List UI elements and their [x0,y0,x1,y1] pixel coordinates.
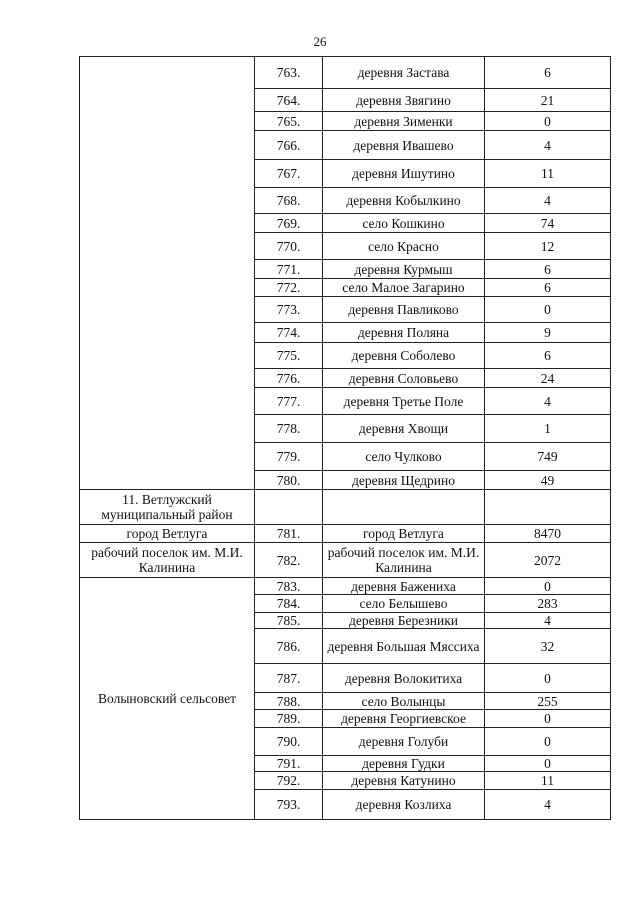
settlement-name: деревня Соловьево [323,369,485,388]
group-cell [80,57,255,490]
row-number: 784. [255,595,323,613]
empty-cell [485,490,611,525]
row-number: 782. [255,543,323,578]
row-number: 786. [255,629,323,664]
row-number: 787. [255,664,323,693]
population-value: 49 [485,471,611,490]
row-number: 774. [255,323,323,343]
row-number: 777. [255,388,323,415]
row-number: 789. [255,710,323,728]
population-value: 4 [485,188,611,214]
row-number: 772. [255,279,323,297]
population-value: 11 [485,772,611,790]
settlement-name: деревня Соболево [323,343,485,369]
settlement-name: деревня Поляна [323,323,485,343]
table-row [80,578,611,595]
page-number: 26 [313,34,327,49]
row-number: 763. [255,57,323,89]
population-value: 0 [485,710,611,728]
row-number: 776. [255,369,323,388]
population-value: 8470 [485,525,611,543]
population-value: 4 [485,131,611,160]
settlement-name: деревня Козлиха [323,790,485,820]
settlement-name: село Чулково [323,443,485,471]
row-number: 766. [255,131,323,160]
settlement-name: деревня Хвощи [323,415,485,443]
population-value: 21 [485,89,611,112]
row-number: 770. [255,233,323,260]
region-heading: 11. Ветлужский муниципальный район [80,490,255,525]
settlement-name: деревня Кобылкино [323,188,485,214]
row-number: 773. [255,297,323,323]
population-value: 4 [485,388,611,415]
row-number: 781. [255,525,323,543]
settlement-name: село Малое Загарино [323,279,485,297]
settlement-name: деревня Звягино [323,89,485,112]
row-number: 771. [255,260,323,279]
settlement-name: деревня Курмыш [323,260,485,279]
population-value: 0 [485,728,611,756]
settlement-name: деревня Катунино [323,772,485,790]
settlement-name: деревня Волокитиха [323,664,485,693]
population-value: 0 [485,664,611,693]
settlement-table [79,56,611,820]
table-row [80,543,611,578]
empty-cell [323,490,485,525]
settlement-name: село Кошкино [323,214,485,233]
row-number: 775. [255,343,323,369]
row-number: 779. [255,443,323,471]
population-value: 6 [485,260,611,279]
settlement-name: село Волынцы [323,693,485,710]
population-value: 1 [485,415,611,443]
population-value: 6 [485,343,611,369]
population-value: 0 [485,578,611,595]
population-value: 0 [485,297,611,323]
population-value: 32 [485,629,611,664]
population-value: 0 [485,756,611,772]
row-number: 765. [255,112,323,131]
row-number: 791. [255,756,323,772]
row-number: 767. [255,160,323,188]
settlement-name: деревня Гудки [323,756,485,772]
settlement-name: рабочий поселок им. М.И. Калинина [323,543,485,578]
population-value: 11 [485,160,611,188]
population-value: 12 [485,233,611,260]
row-number: 790. [255,728,323,756]
row-number: 780. [255,471,323,490]
table-row [80,57,611,89]
row-number: 764. [255,89,323,112]
settlement-name: деревня Ишутино [323,160,485,188]
settlement-name: село Белышево [323,595,485,613]
row-number: 785. [255,613,323,629]
table-row [80,525,611,543]
population-value: 24 [485,369,611,388]
row-number: 768. [255,188,323,214]
population-value: 4 [485,790,611,820]
settlement-name: деревня Ивашево [323,131,485,160]
table-row [80,490,611,525]
settlement-name: деревня Голуби [323,728,485,756]
population-value: 749 [485,443,611,471]
population-value: 4 [485,613,611,629]
settlement-name: деревня Березники [323,613,485,629]
settlement-name: деревня Большая Мяссиха [323,629,485,664]
population-value: 0 [485,112,611,131]
row-number: 788. [255,693,323,710]
row-number: 769. [255,214,323,233]
settlement-name: деревня Зименки [323,112,485,131]
row-number: 793. [255,790,323,820]
population-value: 6 [485,279,611,297]
settlement-name: деревня Щедрино [323,471,485,490]
settlement-name: деревня Застава [323,57,485,89]
group-cell: город Ветлуга [80,525,255,543]
population-value: 9 [485,323,611,343]
group-cell: Волыновский сельсовет [80,578,255,820]
settlement-name: деревня Павликово [323,297,485,323]
population-value: 255 [485,693,611,710]
population-value: 283 [485,595,611,613]
population-value: 2072 [485,543,611,578]
population-value: 6 [485,57,611,89]
settlement-name: деревня Третье Поле [323,388,485,415]
settlement-name: деревня Георгиевское [323,710,485,728]
settlement-name: город Ветлуга [323,525,485,543]
settlement-name: деревня Бажениха [323,578,485,595]
row-number: 778. [255,415,323,443]
empty-cell [255,490,323,525]
row-number: 792. [255,772,323,790]
settlement-name: село Красно [323,233,485,260]
population-value: 74 [485,214,611,233]
row-number: 783. [255,578,323,595]
group-cell: рабочий поселок им. М.И. Калинина [80,543,255,578]
